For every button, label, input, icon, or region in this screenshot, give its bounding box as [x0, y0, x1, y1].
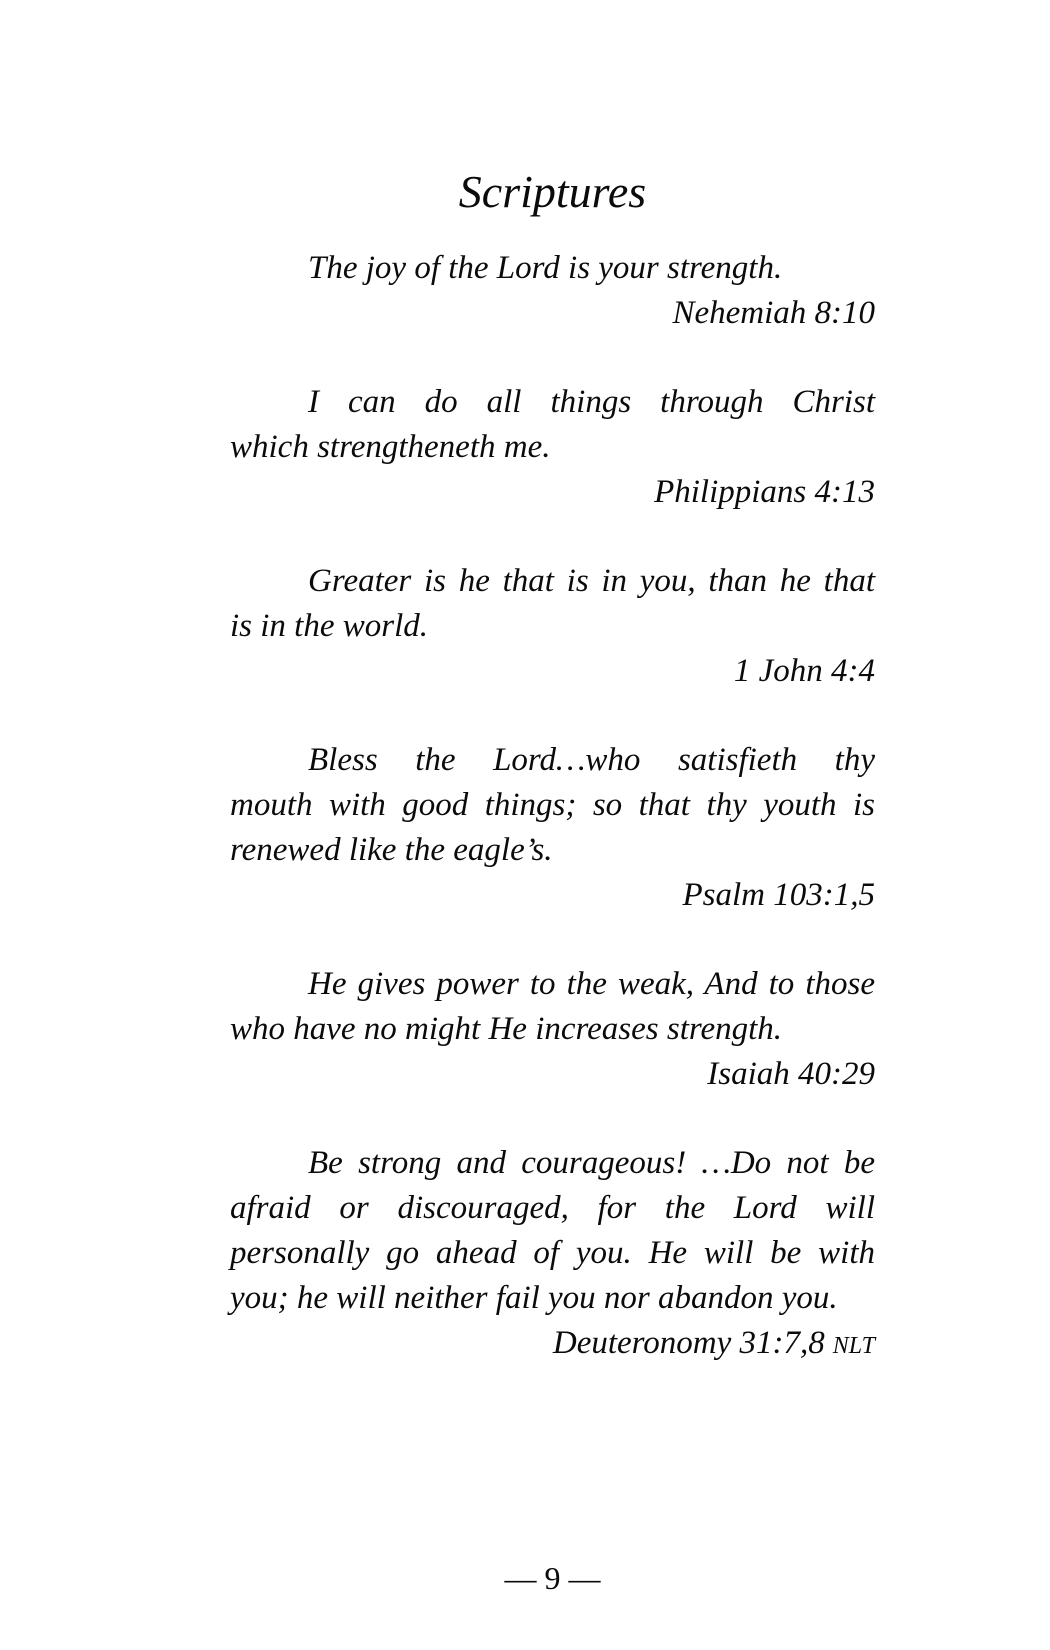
translation-version: NLT — [832, 1333, 875, 1359]
quote-line: Be strong and courageous! …Do not be — [308, 1145, 875, 1181]
scripture-reference: Psalm 103:1,5 — [682, 877, 875, 913]
scripture-quote-psalm — [230, 738, 875, 918]
quote-line: renewed like the eagle’s. — [230, 832, 553, 868]
page-title: Scriptures — [458, 166, 647, 217]
quote-line: Bless the Lord…who satisfieth thy — [308, 742, 875, 778]
scripture-quote-nehemiah — [230, 246, 875, 336]
scripture-quote-1john — [230, 559, 875, 694]
quote-line: The joy of the Lord is your strength. — [308, 250, 783, 286]
scripture-quote-philippians — [230, 380, 875, 515]
quote-line: He gives power to the weak, And to those — [308, 966, 875, 1002]
quote-line: which strengtheneth me. — [230, 429, 551, 465]
scripture-reference: Nehemiah 8:10 — [672, 295, 875, 331]
quote-line: mouth with good things; so that thy youth is — [230, 787, 875, 823]
scripture-reference: 1 John 4:4 — [733, 653, 875, 689]
scripture-column — [230, 0, 875, 1413]
quote-line: personally go ahead of you. He will be with — [230, 1235, 875, 1271]
scripture-reference: Philippians 4:13 — [654, 474, 875, 510]
scripture-quote-deuteronomy — [230, 1141, 875, 1369]
quote-line: Greater is he that is in you, than he that — [308, 563, 875, 599]
reference-text: Deuteronomy 31:7,8 — [552, 1325, 825, 1361]
quote-line: I can do all things through Christ — [308, 384, 875, 420]
quote-line: afraid or discouraged, for the Lord will — [230, 1190, 875, 1226]
quote-line: who have no might He increases strength. — [230, 1011, 783, 1047]
scripture-quote-isaiah — [230, 962, 875, 1097]
quote-line: you; he will neither fail you nor abandon you. — [230, 1280, 838, 1316]
scripture-reference: Isaiah 40:29 — [707, 1056, 875, 1092]
page-number: — 9 — — [504, 1560, 601, 1596]
quote-line: is in the world. — [230, 608, 429, 644]
scripture-reference — [230, 1321, 875, 1369]
